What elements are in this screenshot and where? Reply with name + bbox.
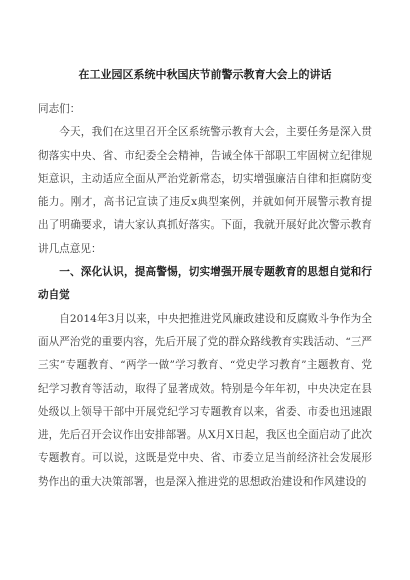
document-title: 在工业园区系统中秋国庆节前警示教育大会上的讲话 — [78, 68, 332, 81]
salutation: 同志们： — [38, 103, 81, 115]
document-body — [38, 98, 372, 494]
opening-paragraph: 今天，我们在这里召开全区系统警示教育大会，主要任务是深入贯彻落实中央、省、市纪委全会精神，告诫全体干部职工牢固树立纪律规矩意识，主动适应全面从严治党新常态，切实增强廉洁自律和拒腐防变能力。刚才，高书记宣读了违反x典型案例，并就如何开展警示教育提出了明确要求，请大家认真抓好落实。下面，我就开展好此次警示教育讲几点意见： — [38, 126, 372, 255]
section-paragraph: 自2014年3月以来，中央把推进党风廉政建设和反腐败斗争作为全面从严治党的重要内容，先后开展了党的群众路线教育实践活动、“三严三实”专题教育、“两学一做”学习教育、“党史学习教育”主题教育、党纪学习教育等活动，取得了显著成效。特别是今年年初，中央决定在县处级以上领导干部中开展党纪学习专题教育以来，省委、市委也迅速跟进，先后召开会议作出安排部署。从X月X日起，我区也全面启动了此次专题教育。可以说，这既是党中央、省、市委立足当前经济社会发展形势作出的重大决策部署，也是深入推进党的思想政治建设和作风建设的 — [38, 312, 372, 488]
section-heading: 一、深化认识，提高警惕，切实增强开展专题教育的思想自觉和行动自觉 — [38, 266, 372, 302]
